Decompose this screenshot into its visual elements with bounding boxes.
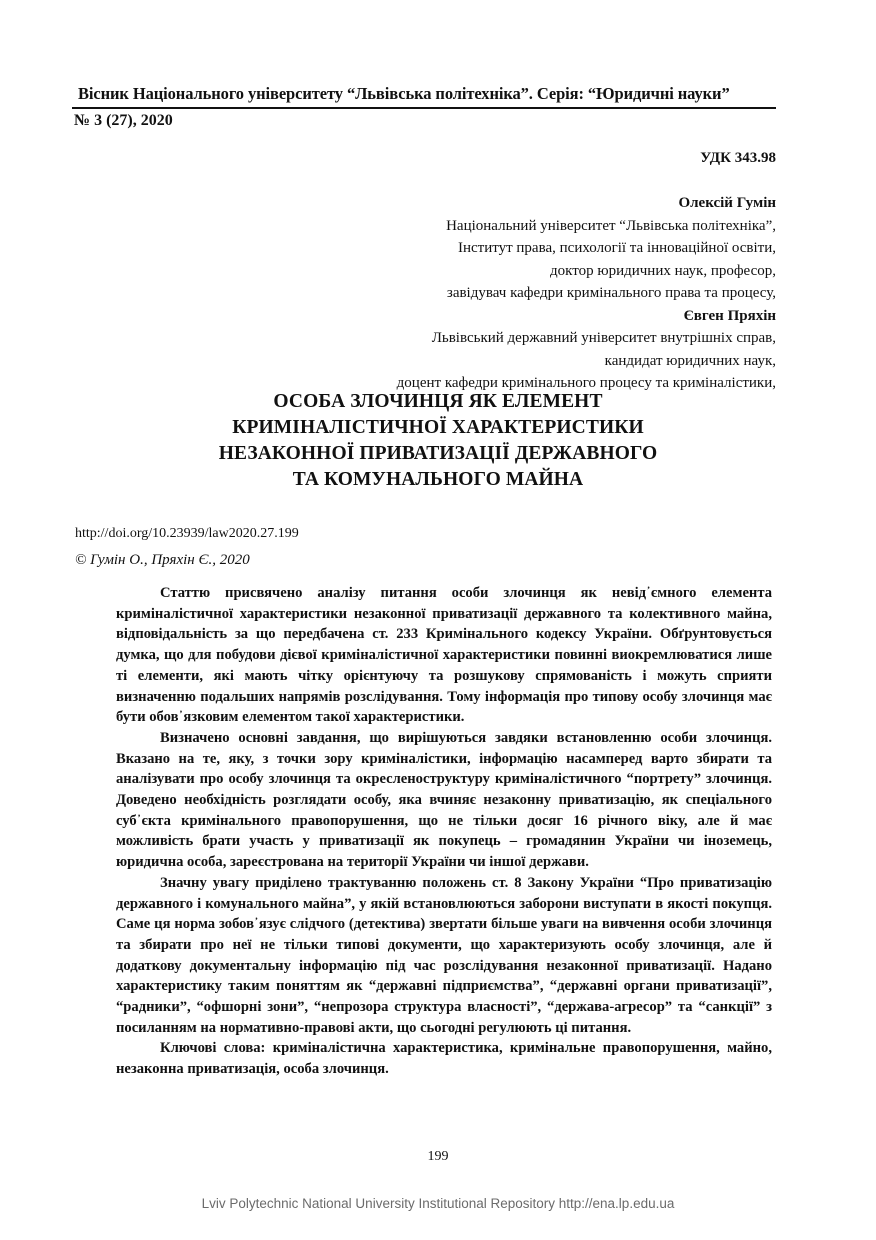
copyright-notice: © Гумін О., Пряхін Є., 2020 <box>75 552 250 568</box>
issue-number: № 3 (27), 2020 <box>74 112 173 129</box>
abstract <box>116 583 772 1080</box>
abstract-paragraph: Значну увагу приділено трактуванню положень ст. 8 Закону України “Про приватизацію державного і комунального майна”, у якій встановлюються заборони виступати в якості покупця. Саме ця норма зобов᾽язує слідчого (детектива) звертати більше уваги на вивчення особи злочинця та збирати про неї не тільки типові документи, що характеризують особу злочинця, але й додаткову документальну інформацію під час розслідування незаконної приватизації. Надано характеристику таким поняттям як “державні підприємства”, “державні органи приватизації”, “радники”, “офшорні зони”, “непрозора структура власності”, “держава-агресор” та “санкції” з посиланням на нормативно-правові акти, що сьогодні регулюють ці питання. <box>116 874 772 1036</box>
title-line: КРИМІНАЛІСТИЧНОЇ ХАРАКТЕРИСТИКИ <box>232 417 644 438</box>
author-affiliation-line: доктор юридичних наук, професор, <box>550 262 776 279</box>
author-affiliation-line: Національний університет “Львівська політехніка”, <box>446 217 776 234</box>
abstract-paragraph: Статтю присвячено аналізу питання особи злочинця як невід᾽ємного елемента криміналістичної характеристики незаконної приватизації державного та колективного майна, відповідальність за що передбачена ст. 233 Кримінального кодексу України. Обґрунтовується думка, що для побудови дієвої криміналістичної характеристики повинні виокремлюватися лише ті елементи, які мають чітку орієнтуючу та розшукову спрямованість і можуть сприяти визначенню подальших напрямів розслідування. Тому інформація про типову особу злочинця має бути обов᾽язковим елементом такої характеристики. <box>116 585 772 726</box>
author-affiliation-line: доцент кафедри кримінального процесу та криміналістики, <box>396 375 776 391</box>
header-rule <box>72 107 776 109</box>
keywords-paragraph: Ключові слова: криміналістична характеристика, кримінальне правопорушення, майно, незаконна приватизація, особа злочинця. <box>116 1040 772 1078</box>
author-name: Олексій Гумін <box>678 195 776 211</box>
author-affiliation-line: Інститут права, психології та інноваційної освіти, <box>457 240 776 256</box>
page-number: 199 <box>427 1149 449 1164</box>
udc-code: УДК 343.98 <box>700 150 776 166</box>
repository-footer: Lviv Polytechnic National University Institutional Repository http://ena.lp.edu.ua <box>201 1196 675 1211</box>
article-title <box>0 389 876 493</box>
title-line: ТА КОМУНАЛЬНОГО МАЙНА <box>292 469 584 490</box>
abstract-paragraph: Визначено основні завдання, що вирішуються завдяки встановленню особи злочинця. Вказано на те, яку, з точки зору криміналістики, інформацію насамперед варто збирати та аналізувати про особу злочинця та окресленоструктуру криміналістичного “портрету” злочинця. Доведено необхідність розглядати особу, яка вчиняє незаконну приватизацію, як спеціального суб᾽єкта кримінального правопорушення, що не тільки досяг 16 річного віку, але й має можливість брати участь у приватизації як покупець – громадянин України чи іноземець, юридична особа, зареєстрована на території України чи іншої держави. <box>116 729 772 871</box>
doi-link[interactable]: http://doi.org/10.23939/law2020.27.199 <box>75 526 299 541</box>
title-line: НЕЗАКОННОЇ ПРИВАТИЗАЦІЇ ДЕРЖАВНОГО <box>218 443 658 464</box>
author-affiliation-line: завідувач кафедри кримінального права та процесу, <box>446 285 776 301</box>
author-affiliation-line: Львівський державний університет внутрішніх справ, <box>431 330 776 346</box>
author-affiliation-line: кандидат юридичних наук, <box>604 352 776 369</box>
title-line: ОСОБА ЗЛОЧИНЦЯ ЯК ЕЛЕМЕНТ <box>273 391 603 412</box>
journal-header: Вісник Національного університету “Львівська політехніка”. Серія: “Юридичні науки” <box>78 84 730 103</box>
authors-block <box>397 192 776 395</box>
author-name: Євген Пряхін <box>683 307 776 324</box>
